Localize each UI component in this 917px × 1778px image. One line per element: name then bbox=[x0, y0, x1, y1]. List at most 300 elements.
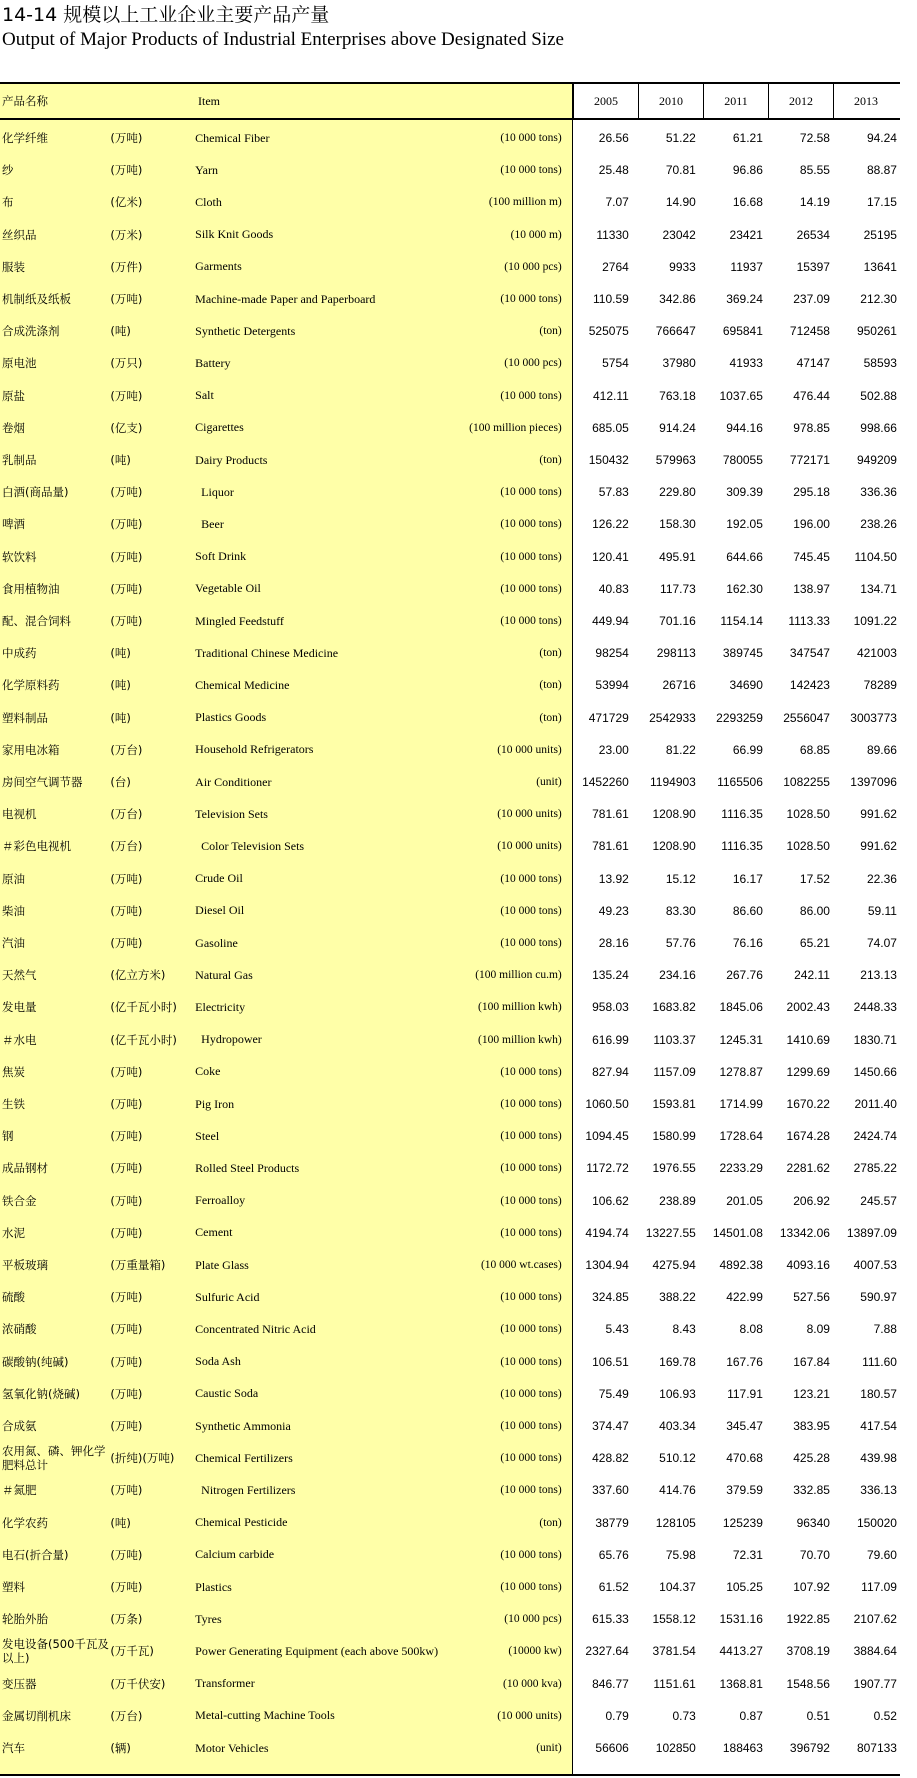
value-cell: 212.30 bbox=[860, 292, 897, 307]
value-cell: 37980 bbox=[662, 356, 696, 371]
value-cell: 70.70 bbox=[799, 1547, 830, 1562]
value-cell: 417.54 bbox=[860, 1419, 897, 1434]
value-cell: 75.49 bbox=[598, 1386, 629, 1401]
product-name-english: Ferroalloy bbox=[195, 1193, 246, 1208]
product-name-english: Chemical Fertilizers bbox=[195, 1450, 293, 1465]
value-cell: 579963 bbox=[655, 453, 696, 468]
value-cell: 615.33 bbox=[592, 1612, 629, 1627]
unit-english: (10 000 units) bbox=[497, 840, 562, 853]
value-cell: 1094.45 bbox=[585, 1129, 629, 1144]
value-cell: 1368.81 bbox=[719, 1676, 763, 1691]
unit-chinese: (万吨) bbox=[110, 1322, 143, 1337]
unit-english: (10 000 tons) bbox=[500, 937, 562, 950]
value-cell: 2764 bbox=[602, 259, 629, 274]
unit-english: (ton) bbox=[539, 1516, 562, 1529]
value-cell: 470.68 bbox=[726, 1451, 763, 1466]
product-name-chinese: 碳酸钠(纯碱) bbox=[2, 1354, 69, 1369]
value-cell: 65.21 bbox=[799, 936, 830, 951]
table-row bbox=[0, 541, 900, 573]
unit-english: (10 000 units) bbox=[497, 743, 562, 756]
unit-chinese: (万吨) bbox=[110, 1386, 143, 1401]
table-row bbox=[0, 1217, 900, 1249]
value-cell: 1976.55 bbox=[652, 1161, 696, 1176]
value-cell: 439.98 bbox=[860, 1451, 897, 1466]
unit-english: (10 000 tons) bbox=[500, 1130, 562, 1143]
value-cell: 3708.19 bbox=[786, 1644, 830, 1659]
unit-english: (10000 kw) bbox=[508, 1645, 562, 1658]
unit-chinese: (吨) bbox=[110, 1515, 131, 1530]
value-cell: 324.85 bbox=[592, 1290, 629, 1305]
table-row bbox=[0, 1507, 900, 1539]
unit-english: (10 000 kva) bbox=[502, 1677, 562, 1690]
product-name-english: Dairy Products bbox=[195, 452, 268, 467]
table-row bbox=[0, 476, 900, 508]
value-cell: 958.03 bbox=[592, 1000, 629, 1015]
value-cell: 425.28 bbox=[793, 1451, 830, 1466]
value-cell: 16.17 bbox=[732, 871, 763, 886]
unit-chinese: (万重量箱) bbox=[110, 1258, 166, 1273]
value-cell: 117.73 bbox=[660, 581, 696, 596]
value-cell: 142423 bbox=[789, 678, 830, 693]
value-cell: 476.44 bbox=[793, 388, 830, 403]
unit-chinese: (万吨) bbox=[110, 1064, 143, 1079]
value-cell: 0.51 bbox=[806, 1708, 830, 1723]
unit-english: (10 000 tons) bbox=[500, 1484, 562, 1497]
table-row bbox=[0, 1313, 900, 1345]
table-row bbox=[0, 1603, 900, 1635]
value-cell: 0.79 bbox=[605, 1708, 629, 1723]
unit-chinese: (万吨) bbox=[110, 163, 143, 178]
product-name-english: Television Sets bbox=[195, 806, 268, 821]
value-cell: 15397 bbox=[796, 259, 830, 274]
value-cell: 950261 bbox=[856, 324, 897, 339]
header-year: 2010 bbox=[638, 84, 703, 118]
value-cell: 846.77 bbox=[592, 1676, 629, 1691]
table-row bbox=[0, 1088, 900, 1120]
unit-english: (10 000 tons) bbox=[500, 872, 562, 885]
unit-english: (ton) bbox=[539, 679, 562, 692]
value-cell: 17.15 bbox=[866, 195, 897, 210]
unit-chinese: (万台) bbox=[110, 807, 143, 822]
unit-chinese: (万吨) bbox=[110, 1097, 143, 1112]
product-name-chinese: 原油 bbox=[2, 871, 25, 886]
unit-chinese: (万吨) bbox=[110, 1129, 143, 1144]
value-cell: 332.85 bbox=[793, 1483, 830, 1498]
value-cell: 1116.35 bbox=[721, 839, 763, 854]
value-cell: 336.36 bbox=[860, 485, 897, 500]
value-cell: 781.61 bbox=[592, 839, 629, 854]
value-cell: 13342.06 bbox=[779, 1225, 830, 1240]
value-cell: 991.62 bbox=[860, 839, 897, 854]
unit-english: (ton) bbox=[539, 647, 562, 660]
unit-chinese: (万吨) bbox=[110, 292, 143, 307]
product-name-english: Plate Glass bbox=[195, 1257, 249, 1272]
product-name-chinese: 汽车 bbox=[2, 1741, 25, 1756]
value-cell: 1103.37 bbox=[653, 1032, 696, 1047]
table-row bbox=[0, 766, 900, 798]
table-row bbox=[0, 154, 900, 186]
unit-english: (ton) bbox=[539, 454, 562, 467]
unit-english: (100 million kwh) bbox=[478, 1001, 562, 1014]
value-cell: 25.48 bbox=[598, 163, 629, 178]
value-cell: 295.18 bbox=[793, 485, 830, 500]
value-cell: 1452260 bbox=[582, 775, 629, 790]
value-cell: 79.60 bbox=[866, 1547, 897, 1562]
product-name-chinese: 中成药 bbox=[2, 646, 37, 661]
unit-english: (10 000 tons) bbox=[500, 1452, 562, 1465]
product-name-english: Soda Ash bbox=[195, 1354, 241, 1369]
value-cell: 1104.50 bbox=[854, 549, 897, 564]
value-cell: 2011.40 bbox=[854, 1097, 897, 1112]
value-cell: 781.61 bbox=[592, 807, 629, 822]
unit-chinese: (万吨) bbox=[110, 903, 143, 918]
value-cell: 2107.62 bbox=[853, 1612, 897, 1627]
value-cell: 66.99 bbox=[732, 742, 763, 757]
product-name-english: Cloth bbox=[195, 194, 222, 209]
product-name-english: Tyres bbox=[195, 1611, 222, 1626]
product-name-english: Plastics Goods bbox=[195, 710, 267, 725]
product-name-chinese: ＃彩色电视机 bbox=[2, 839, 71, 854]
value-cell: 72.58 bbox=[799, 131, 830, 146]
value-cell: 125239 bbox=[722, 1515, 763, 1530]
value-cell: 237.09 bbox=[793, 292, 830, 307]
product-name-chinese: 白酒(商品量) bbox=[2, 485, 69, 500]
value-cell: 96340 bbox=[796, 1515, 830, 1530]
value-cell: 1091.22 bbox=[853, 614, 897, 629]
table-row bbox=[0, 412, 900, 444]
value-cell: 4093.16 bbox=[786, 1258, 830, 1273]
value-cell: 238.89 bbox=[659, 1193, 696, 1208]
unit-chinese: (万条) bbox=[110, 1612, 143, 1627]
value-cell: 342.86 bbox=[659, 292, 696, 307]
value-cell: 234.16 bbox=[659, 968, 696, 983]
product-name-chinese: 焦炭 bbox=[2, 1064, 25, 1079]
value-cell: 978.85 bbox=[793, 420, 830, 435]
value-cell: 2281.62 bbox=[786, 1161, 830, 1176]
value-cell: 120.41 bbox=[592, 549, 629, 564]
unit-english: (10 000 tons) bbox=[500, 904, 562, 917]
header-year: 2005 bbox=[573, 84, 638, 118]
value-cell: 65.76 bbox=[598, 1547, 629, 1562]
value-cell: 403.34 bbox=[659, 1419, 696, 1434]
product-name-english: Garments bbox=[195, 259, 242, 274]
unit-english: (ton) bbox=[539, 325, 562, 338]
value-cell: 1558.12 bbox=[652, 1612, 696, 1627]
unit-english: (10 000 tons) bbox=[500, 1065, 562, 1078]
value-cell: 169.78 bbox=[659, 1354, 696, 1369]
value-cell: 138.97 bbox=[793, 581, 830, 596]
unit-english: (10 000 pcs) bbox=[504, 357, 562, 370]
unit-chinese: (万吨) bbox=[110, 1193, 143, 1208]
value-cell: 4194.74 bbox=[585, 1225, 629, 1240]
value-cell: 644.66 bbox=[726, 549, 763, 564]
value-cell: 245.57 bbox=[860, 1193, 897, 1208]
header-year: 2013 bbox=[833, 84, 898, 118]
value-cell: 1410.69 bbox=[786, 1032, 830, 1047]
value-cell: 701.16 bbox=[659, 614, 696, 629]
header-chinese-name: 产品名称 bbox=[2, 94, 48, 108]
unit-chinese: (万吨) bbox=[110, 1547, 143, 1562]
table-row bbox=[0, 1571, 900, 1603]
value-cell: 110.59 bbox=[592, 292, 629, 307]
product-name-chinese: 变压器 bbox=[2, 1676, 37, 1691]
unit-chinese: (万吨) bbox=[110, 614, 143, 629]
value-cell: 428.82 bbox=[592, 1451, 629, 1466]
product-name-chinese: 化学农药 bbox=[2, 1515, 48, 1530]
value-cell: 28.16 bbox=[598, 936, 629, 951]
value-cell: 51.22 bbox=[665, 131, 696, 146]
value-cell: 2542933 bbox=[649, 710, 696, 725]
value-cell: 49.23 bbox=[598, 903, 629, 918]
product-name-english: Metal-cutting Machine Tools bbox=[195, 1708, 335, 1723]
unit-english: (10 000 pcs) bbox=[504, 260, 562, 273]
unit-english: (10 000 tons) bbox=[500, 518, 562, 531]
table-row bbox=[0, 991, 900, 1023]
value-cell: 991.62 bbox=[860, 807, 897, 822]
value-cell: 1172.72 bbox=[586, 1161, 629, 1176]
product-name-chinese: 原盐 bbox=[2, 388, 25, 403]
value-cell: 25195 bbox=[863, 227, 897, 242]
product-name-chinese: 机制纸及纸板 bbox=[2, 292, 71, 307]
product-name-chinese: 氢氧化钠(烧碱) bbox=[2, 1386, 80, 1401]
unit-chinese: (吨) bbox=[110, 678, 131, 693]
unit-chinese: (吨) bbox=[110, 324, 131, 339]
product-name-chinese: 配、混合饲料 bbox=[2, 614, 71, 629]
table-row bbox=[0, 508, 900, 540]
value-cell: 0.87 bbox=[739, 1708, 763, 1723]
table-row bbox=[0, 1249, 900, 1281]
product-name-english: Synthetic Detergents bbox=[195, 323, 296, 338]
value-cell: 616.99 bbox=[592, 1032, 629, 1047]
product-name-chinese: 家用电冰箱 bbox=[2, 742, 60, 757]
unit-english: (10 000 pcs) bbox=[504, 1613, 562, 1626]
product-name-english: Chemical Fiber bbox=[195, 130, 270, 145]
unit-english: (10 000 tons) bbox=[500, 293, 562, 306]
value-cell: 1082255 bbox=[783, 775, 830, 790]
product-name-chinese: 原电池 bbox=[2, 356, 37, 371]
value-cell: 86.00 bbox=[799, 903, 830, 918]
product-name-chinese: 发电量 bbox=[2, 1000, 37, 1015]
table-row bbox=[0, 1378, 900, 1410]
value-cell: 0.73 bbox=[672, 1708, 696, 1723]
product-name-english: Power Generating Equipment (each above 500kw) bbox=[195, 1643, 439, 1658]
value-cell: 167.84 bbox=[793, 1354, 830, 1369]
value-cell: 2002.43 bbox=[786, 1000, 830, 1015]
table-row bbox=[0, 122, 900, 154]
product-name-chinese: ＃氮肥 bbox=[2, 1483, 37, 1498]
product-name-english: Diesel Oil bbox=[195, 903, 245, 918]
unit-chinese: (吨) bbox=[110, 453, 131, 468]
unit-chinese: (亿支) bbox=[110, 420, 143, 435]
value-cell: 1830.71 bbox=[853, 1032, 897, 1047]
unit-english: (10 000 units) bbox=[497, 1709, 562, 1722]
value-cell: 1245.31 bbox=[719, 1032, 763, 1047]
table-row bbox=[0, 1120, 900, 1152]
table-row bbox=[0, 1152, 900, 1184]
value-cell: 780055 bbox=[722, 453, 763, 468]
value-cell: 89.66 bbox=[866, 742, 897, 757]
unit-english: (10 000 tons) bbox=[500, 1098, 562, 1111]
value-cell: 13641 bbox=[863, 259, 897, 274]
value-cell: 9933 bbox=[669, 259, 696, 274]
product-name-english: Salt bbox=[195, 388, 214, 403]
table-row bbox=[0, 1410, 900, 1442]
unit-chinese: (万吨) bbox=[110, 388, 143, 403]
unit-english: (10 000 tons) bbox=[500, 550, 562, 563]
table-row bbox=[0, 1700, 900, 1732]
value-cell: 1304.94 bbox=[585, 1258, 629, 1273]
value-cell: 59.11 bbox=[867, 903, 897, 918]
product-name-chinese: 电视机 bbox=[2, 807, 37, 822]
value-cell: 745.45 bbox=[793, 549, 830, 564]
unit-english: (10 000 tons) bbox=[500, 1581, 562, 1594]
table-row bbox=[0, 895, 900, 927]
value-cell: 3003773 bbox=[850, 710, 897, 725]
product-name-chinese: 钢 bbox=[2, 1129, 14, 1144]
table-row bbox=[0, 1281, 900, 1313]
value-cell: 196.00 bbox=[793, 517, 830, 532]
unit-english: (10 000 tons) bbox=[500, 132, 562, 145]
value-cell: 422.99 bbox=[726, 1290, 763, 1305]
product-name-english: Pig Iron bbox=[195, 1096, 235, 1111]
product-name-chinese: 铁合金 bbox=[2, 1193, 37, 1208]
header-year: 2011 bbox=[703, 84, 768, 118]
unit-chinese: (吨) bbox=[110, 710, 131, 725]
value-cell: 81.22 bbox=[665, 742, 696, 757]
value-cell: 2327.64 bbox=[585, 1644, 629, 1659]
value-cell: 944.16 bbox=[726, 420, 763, 435]
value-cell: 345.47 bbox=[726, 1419, 763, 1434]
value-cell: 1299.69 bbox=[786, 1064, 830, 1079]
unit-english: (100 million pieces) bbox=[469, 421, 562, 434]
value-cell: 117.91 bbox=[727, 1386, 763, 1401]
value-cell: 102850 bbox=[655, 1741, 696, 1756]
value-cell: 128105 bbox=[655, 1515, 696, 1530]
value-cell: 389745 bbox=[722, 646, 763, 661]
value-cell: 1580.99 bbox=[652, 1129, 696, 1144]
product-name-english: Caustic Soda bbox=[195, 1386, 259, 1401]
product-name-chinese: 硫酸 bbox=[2, 1290, 25, 1305]
data-table bbox=[0, 82, 900, 1776]
value-cell: 0.52 bbox=[873, 1708, 897, 1723]
unit-chinese: (万米) bbox=[110, 227, 143, 242]
value-cell: 7.07 bbox=[605, 195, 629, 210]
product-name-chinese: 平板玻璃 bbox=[2, 1258, 48, 1273]
value-cell: 162.30 bbox=[726, 581, 763, 596]
value-cell: 167.76 bbox=[726, 1354, 763, 1369]
product-name-english: Calcium carbide bbox=[195, 1547, 275, 1562]
unit-english: (10 000 units) bbox=[497, 808, 562, 821]
product-name-chinese: ＃水电 bbox=[2, 1032, 37, 1047]
value-cell: 1060.50 bbox=[585, 1097, 629, 1112]
value-cell: 98254 bbox=[595, 646, 629, 661]
table-row bbox=[0, 669, 900, 701]
value-cell: 57.83 bbox=[598, 485, 629, 500]
value-cell: 68.85 bbox=[799, 742, 830, 757]
value-cell: 14.90 bbox=[665, 195, 696, 210]
value-cell: 527.56 bbox=[793, 1290, 830, 1305]
unit-chinese: (万吨) bbox=[110, 1580, 143, 1595]
product-name-chinese: 塑料制品 bbox=[2, 710, 48, 725]
product-name-chinese: 轮胎外胎 bbox=[2, 1612, 48, 1627]
value-cell: 2448.33 bbox=[853, 1000, 897, 1015]
unit-english: (100 million cu.m) bbox=[475, 969, 562, 982]
unit-chinese: (万只) bbox=[110, 356, 143, 371]
product-name-english: Air Conditioner bbox=[195, 774, 272, 789]
product-name-chinese: 电石(折合量) bbox=[2, 1547, 69, 1562]
table-row bbox=[0, 315, 900, 347]
table-row bbox=[0, 830, 900, 862]
value-cell: 134.71 bbox=[860, 581, 897, 596]
value-cell: 525075 bbox=[588, 324, 629, 339]
unit-chinese: (万千伏安) bbox=[110, 1676, 166, 1691]
unit-chinese: (吨) bbox=[110, 646, 131, 661]
value-cell: 106.51 bbox=[592, 1354, 629, 1369]
value-cell: 772171 bbox=[789, 453, 830, 468]
value-cell: 763.18 bbox=[659, 388, 696, 403]
product-name-chinese: 汽油 bbox=[2, 936, 25, 951]
product-name-english: Color Television Sets bbox=[195, 838, 305, 853]
value-cell: 5.43 bbox=[605, 1322, 629, 1337]
unit-english: (10 000 wt.cases) bbox=[480, 1259, 562, 1272]
product-name-english: Rolled Steel Products bbox=[195, 1160, 300, 1175]
value-cell: 1116.35 bbox=[721, 807, 763, 822]
table-row bbox=[0, 283, 900, 315]
unit-chinese: (万千瓦) bbox=[110, 1644, 154, 1659]
unit-chinese: (万吨) bbox=[110, 936, 143, 951]
value-cell: 135.24 bbox=[592, 968, 629, 983]
table-row bbox=[0, 380, 900, 412]
value-cell: 1194903 bbox=[650, 775, 696, 790]
value-cell: 8.09 bbox=[806, 1322, 830, 1337]
value-cell: 1922.85 bbox=[786, 1612, 830, 1627]
table-row bbox=[0, 347, 900, 379]
table-row bbox=[0, 1056, 900, 1088]
value-cell: 495.91 bbox=[659, 549, 696, 564]
value-cell: 78289 bbox=[863, 678, 897, 693]
value-cell: 1208.90 bbox=[652, 839, 696, 854]
value-cell: 309.39 bbox=[726, 485, 763, 500]
value-cell: 396792 bbox=[789, 1741, 830, 1756]
product-name-chinese: 柴油 bbox=[2, 903, 25, 918]
unit-english: (unit) bbox=[536, 776, 562, 789]
value-cell: 383.95 bbox=[793, 1419, 830, 1434]
value-cell: 22.36 bbox=[866, 871, 897, 886]
header-year: 2012 bbox=[768, 84, 833, 118]
product-name-chinese: 卷烟 bbox=[2, 420, 25, 435]
value-cell: 766647 bbox=[655, 324, 696, 339]
value-cell: 94.24 bbox=[866, 131, 897, 146]
value-cell: 41933 bbox=[729, 356, 763, 371]
product-name-english: Nitrogen Fertilizers bbox=[195, 1482, 296, 1497]
product-name-english: Electricity bbox=[195, 999, 246, 1014]
value-cell: 83.30 bbox=[665, 903, 696, 918]
unit-chinese: (万吨) bbox=[110, 1225, 143, 1240]
value-cell: 3781.54 bbox=[652, 1644, 696, 1659]
value-cell: 388.22 bbox=[659, 1290, 696, 1305]
unit-chinese: (万台) bbox=[110, 742, 143, 757]
value-cell: 76.16 bbox=[732, 936, 763, 951]
unit-chinese: (万吨) bbox=[110, 1483, 143, 1498]
table-row bbox=[0, 605, 900, 637]
value-cell: 369.24 bbox=[726, 292, 763, 307]
value-cell: 7.88 bbox=[873, 1322, 897, 1337]
value-cell: 75.98 bbox=[665, 1547, 696, 1562]
value-cell: 15.12 bbox=[665, 871, 696, 886]
product-name-english: Plastics bbox=[195, 1579, 232, 1594]
value-cell: 8.43 bbox=[672, 1322, 696, 1337]
product-name-chinese: 塑料 bbox=[2, 1580, 25, 1595]
